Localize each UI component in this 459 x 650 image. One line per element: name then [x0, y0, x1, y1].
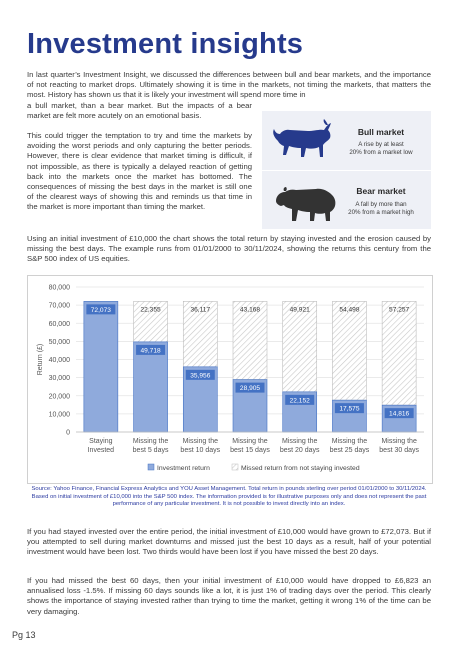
x-category-label: Missing the	[282, 438, 318, 445]
returns-chart-frame	[27, 275, 433, 484]
y-tick-label: 70,000	[48, 302, 70, 310]
y-axis-label: Return (£)	[37, 343, 44, 376]
y-tick-label: 10,000	[48, 411, 70, 419]
bear-card-title: Bear market	[356, 186, 406, 196]
bull-card-desc-line1: A rise by at least	[358, 141, 404, 148]
y-tick-label: 80,000	[48, 284, 70, 292]
page-title: Investment insights	[27, 28, 304, 60]
conclusion-paragraph: If you had missed the best 60 days, then your initial investment of £10,000 would have dropped to £6,823 an annualised loss -1.5%. If missing 60 days sounds like a lot, it is just 1% of trading days over the period. This clearly shows the importance of staying invested rather than trying to time the market, getting it wrong 1% of the time can be very damaging.	[27, 576, 431, 616]
intro-paragraph: In last quarter’s Investment Insight, we discussed the differences between bull and bear markets, and the importance of not reacting to market drops. Ultimately showing it is time in the markets, not timing the markets, that matters the most. History has shown us that it is likely your investment will spend more time in	[27, 70, 431, 100]
legend-swatch-investment	[148, 464, 154, 470]
panel-divider	[262, 170, 431, 171]
bear-card-desc-line2: 20% from a market high	[348, 209, 414, 216]
investment-return-bar	[84, 301, 118, 432]
x-category-label: best 15 days	[230, 447, 270, 454]
legend-label-missed: Missed return from not staying invested	[241, 465, 360, 472]
x-category-label: Missing the	[331, 438, 368, 445]
x-category-label: best 20 days	[279, 447, 320, 454]
investment-return-label: 49,718	[140, 347, 161, 355]
y-tick-label: 60,000	[48, 320, 70, 328]
y-tick-label: 50,000	[48, 338, 70, 346]
missed-return-bar	[283, 301, 317, 391]
market-timing-paragraph: This could trigger the temptation to try and time the markets by avoiding the worst periods and only capturing the better periods. However, there is clear evidence that market timing is difficult, if not impossible, as there is typically a delayed reaction of getting back into the markets once the market has bottomed. The consequences of missing the best days in the market is still one of the clearest ways of showing this and reminds us that time in the market is more important than timing the market.	[27, 131, 252, 212]
chart-source-note: Source: Yahoo Finance, Financial Express Analytics and YOU Asset Management. Total return in pounds sterling over period 01/01/2000 to 30/11/2024. Based on initial investment of £10,000 into the S&P 500 index. The information provided is for illustrative purposes only and does not represent the past performance of any particular investment. It is not possible to invest directly into an index.	[31, 486, 427, 507]
y-tick-label: 30,000	[48, 375, 70, 383]
x-category-label: best 10 days	[180, 447, 221, 454]
investment-return-label: 28,905	[239, 385, 261, 393]
bull-card-title: Bull market	[357, 127, 405, 137]
returns-bar-chart	[28, 276, 432, 483]
x-category-label: Missing the	[232, 438, 268, 445]
missed-return-bar	[382, 301, 416, 405]
y-tick-label: 20,000	[48, 393, 70, 401]
bear-icon	[272, 179, 342, 225]
y-tick-label: 40,000	[48, 357, 70, 364]
x-category-label: Missing the	[182, 438, 218, 445]
missed-return-label: 57,257	[389, 306, 410, 314]
missed-return-label: 22,355	[140, 306, 161, 314]
x-category-label: best 5 days	[132, 447, 169, 454]
investment-return-bar	[134, 342, 168, 432]
missed-return-bar	[332, 301, 366, 400]
page-number: Pg 13	[12, 630, 36, 640]
x-category-label: Missing the	[132, 438, 169, 445]
missed-return-label: 54,498	[339, 306, 360, 314]
investment-return-label: 17,575	[339, 405, 360, 413]
x-category-label: best 30 days	[379, 447, 419, 454]
bear-card-desc-line1: A fall by more than	[355, 201, 407, 208]
x-category-label: Missing the	[381, 438, 417, 445]
investment-return-label: 35,956	[190, 372, 211, 380]
missed-return-label: 36,117	[190, 306, 211, 314]
results-paragraph: If you had stayed invested over the entire period, the initial investment of £10,000 would have grown to £72,073. But if you attempted to sell during market downturns and missed just the best 10 days as a result, half of your potential investment would have been lost. Two thirds would have been lost if you have missed the best 20 days.	[27, 527, 431, 557]
legend-swatch-missed	[232, 464, 238, 470]
missed-return-label: 49,921	[289, 306, 310, 314]
chart-intro-paragraph: Using an initial investment of £10,000 the chart shows the total return by staying invested and the erosion caused by missing the best days. The example runs from 01/01/2000 to 30/11/2024, showing the returns this century from the S&P 500 index of US equities.	[27, 234, 431, 264]
bull-card-desc-line2: 20% from a market low	[349, 149, 413, 156]
legend-label-investment: Investment return	[157, 465, 210, 472]
intro-paragraph-continued: a bull market, than a bear market. But the impacts of a bear market are felt more acutely on an emotional basis.	[27, 101, 252, 121]
missed-return-label: 43,168	[239, 306, 261, 314]
market-definitions-panel	[262, 111, 431, 229]
y-tick-label: 0	[66, 429, 70, 437]
investment-return-label: 72,073	[90, 306, 111, 314]
x-category-label: best 25 days	[329, 447, 370, 454]
x-category-label: Invested	[87, 447, 115, 454]
investment-return-label: 14,816	[389, 410, 410, 418]
bull-icon	[268, 119, 338, 165]
investment-return-label: 22,152	[289, 397, 310, 405]
x-category-label: Staying	[89, 438, 113, 445]
